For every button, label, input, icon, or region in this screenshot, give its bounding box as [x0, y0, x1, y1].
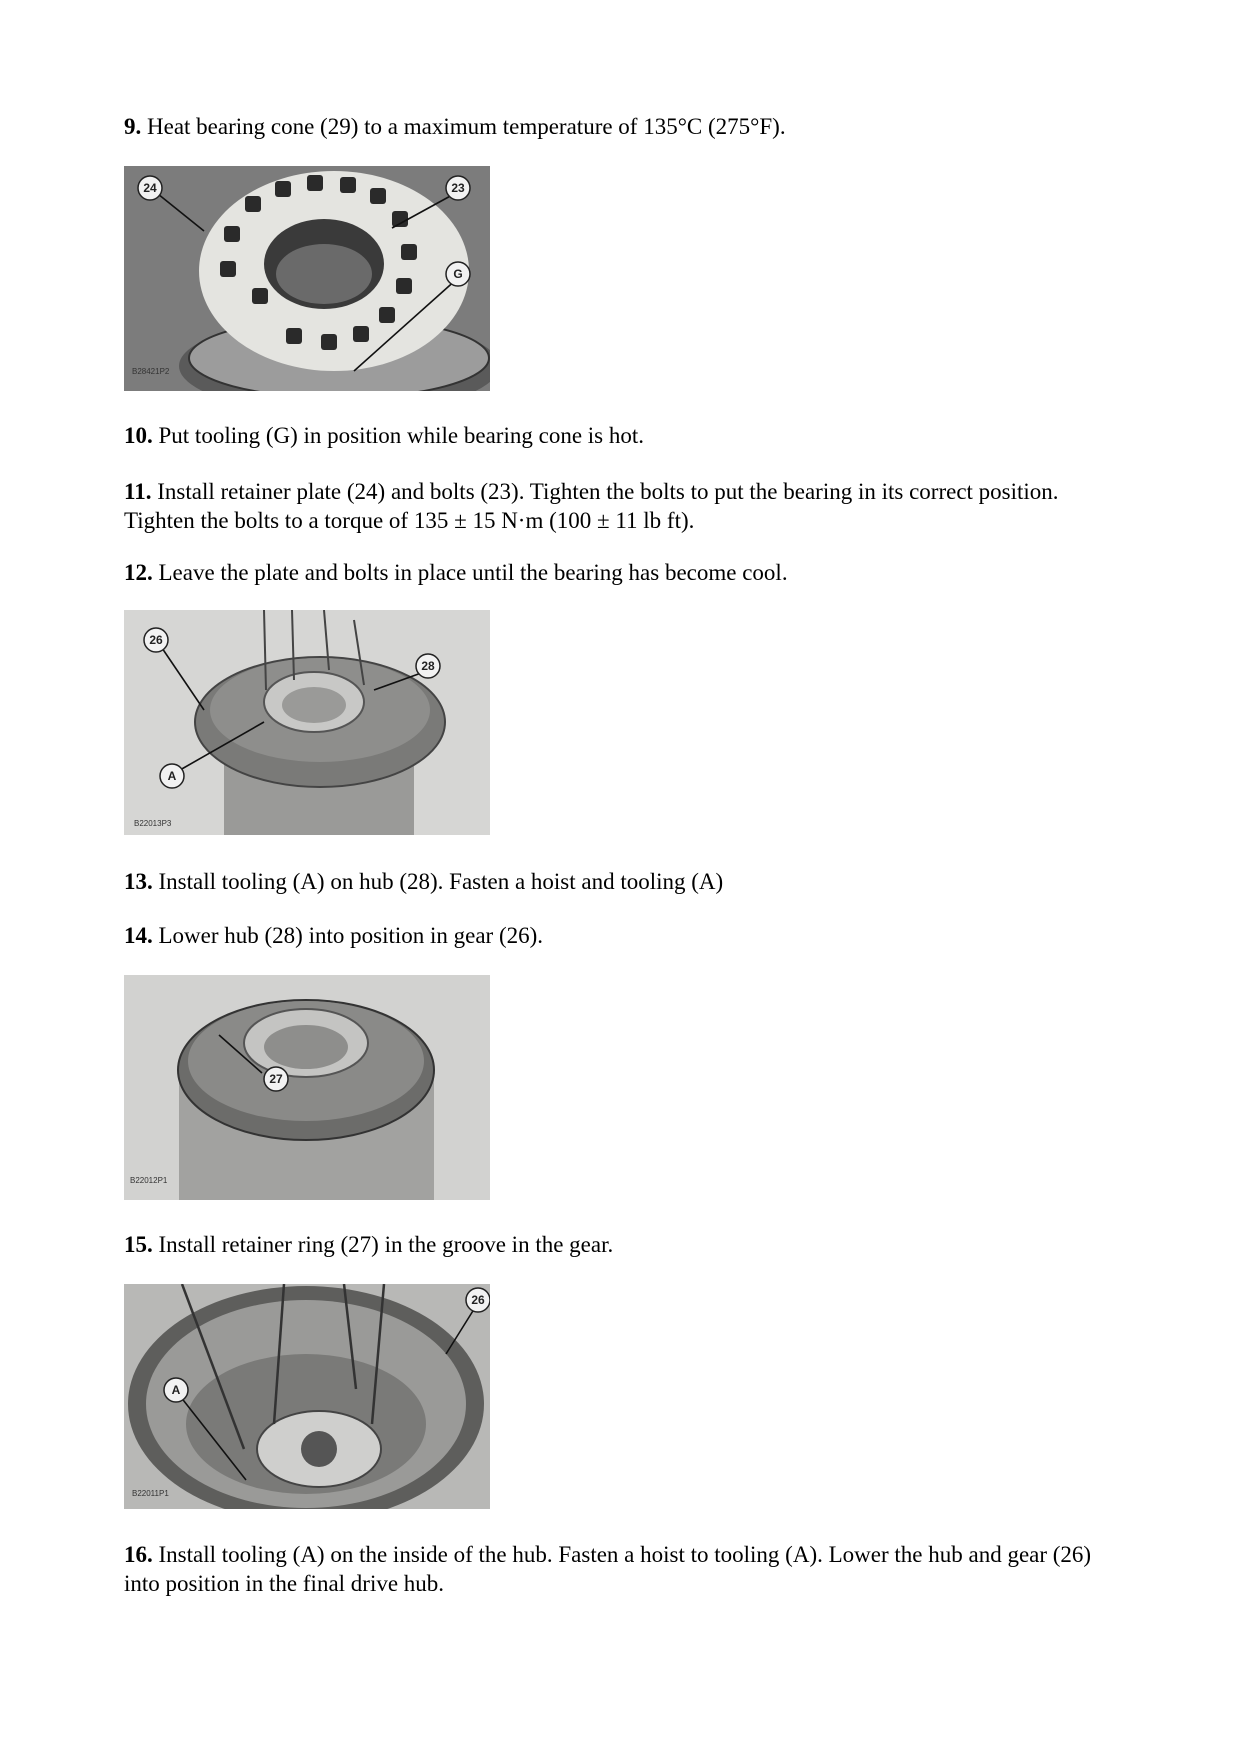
- figure-hub-in-gear: [124, 975, 490, 1200]
- svg-text:A: A: [171, 1383, 181, 1397]
- step-text: Install retainer ring (27) in the groove in the gear.: [152, 1232, 614, 1257]
- svg-text:23: 23: [451, 181, 465, 195]
- step-number: 9.: [124, 114, 142, 139]
- gear-final-drive-photo: [124, 1284, 490, 1509]
- step-number: 10.: [124, 423, 153, 448]
- svg-text:26: 26: [149, 633, 163, 647]
- step-text: Install tooling (A) on the inside of the hub. Fasten a hoist to tooling (A). Lower the hub and gear (26) into position in the final drive hub.: [124, 1542, 1092, 1596]
- step-11: [124, 477, 1104, 535]
- hub-in-gear-photo: [124, 975, 490, 1200]
- hub-hoist-photo: [124, 610, 490, 835]
- step-number: 14.: [124, 923, 153, 948]
- step-number: 11.: [124, 479, 152, 504]
- step-15: [124, 1230, 1104, 1259]
- figure-gear-final-drive: [124, 1284, 490, 1509]
- figure-retainer-plate: [124, 166, 490, 391]
- step-number: 13.: [124, 869, 153, 894]
- svg-text:28: 28: [421, 659, 435, 673]
- step-text: Install tooling (A) on hub (28). Fasten a hoist and tooling (A): [152, 869, 724, 894]
- step-text: Put tooling (G) in position while bearing cone is hot.: [152, 423, 645, 448]
- step-12: [124, 558, 1104, 587]
- step-number: 15.: [124, 1232, 153, 1257]
- step-text: Leave the plate and bolts in place until the bearing has become cool.: [152, 560, 788, 585]
- step-text: Install retainer plate (24) and bolts (23). Tighten the bolts to put the bearing in its correct position. Tighten the bolts to a torque of 135 ± 15 N·m (100 ± 11 lb ft).: [124, 479, 1059, 533]
- callout-26: [144, 628, 168, 652]
- step-number: 12.: [124, 560, 153, 585]
- svg-text:27: 27: [269, 1072, 283, 1086]
- step-10: [124, 421, 1104, 450]
- step-9: [124, 112, 1104, 141]
- step-13: [124, 867, 1104, 896]
- figure-id: B22012P1: [130, 1176, 168, 1185]
- callout-g: [446, 262, 470, 286]
- svg-text:24: 24: [143, 181, 157, 195]
- figure-id: B22013P3: [134, 819, 172, 828]
- step-number: 16.: [124, 1542, 153, 1567]
- retainer-plate-photo: [124, 166, 490, 391]
- step-text: Heat bearing cone (29) to a maximum temperature of 135°C (275°F).: [141, 114, 786, 139]
- svg-text:A: A: [167, 769, 177, 783]
- svg-text:G: G: [453, 267, 463, 281]
- figure-hub-hoist: [124, 610, 490, 835]
- figure-id: B28421P2: [132, 367, 170, 376]
- svg-text:26: 26: [471, 1293, 485, 1307]
- callout-28: [416, 654, 440, 678]
- step-16: [124, 1540, 1104, 1598]
- callout-26: [466, 1288, 490, 1312]
- callout-27: [264, 1067, 288, 1091]
- figure-id: B22011P1: [132, 1489, 169, 1498]
- callout-a: [160, 764, 184, 788]
- step-text: Lower hub (28) into position in gear (26).: [152, 923, 544, 948]
- step-14: [124, 921, 1104, 950]
- callout-24: [138, 176, 162, 200]
- callout-23: [446, 176, 470, 200]
- callout-a: [164, 1378, 188, 1402]
